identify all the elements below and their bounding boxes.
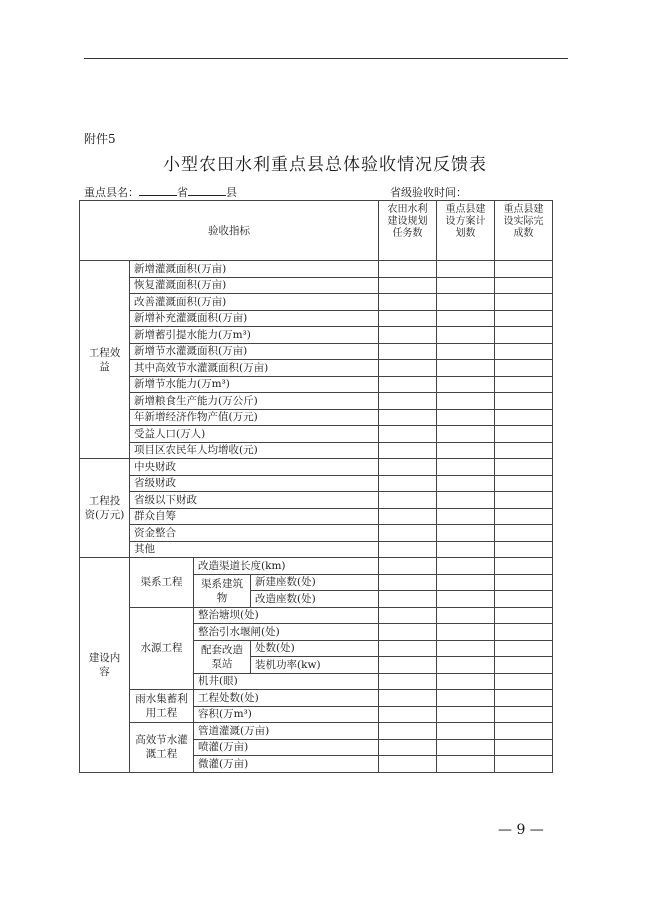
input-cell[interactable] xyxy=(437,756,495,773)
row-label: 其中高效节水灌溉面积(万亩) xyxy=(130,360,379,377)
table-row xyxy=(80,475,553,492)
input-cell[interactable] xyxy=(437,607,495,624)
input-cell[interactable] xyxy=(495,492,553,509)
input-cell[interactable] xyxy=(495,607,553,624)
input-cell[interactable] xyxy=(379,277,437,294)
row-label: 微灌(万亩) xyxy=(194,756,379,773)
table-row xyxy=(80,327,553,344)
input-cell[interactable] xyxy=(495,475,553,492)
input-cell[interactable] xyxy=(379,525,437,542)
page-title: 小型农田水利重点县总体验收情况反馈表 xyxy=(163,155,487,175)
input-cell[interactable] xyxy=(495,459,553,476)
input-cell[interactable] xyxy=(379,343,437,360)
input-cell[interactable] xyxy=(495,640,553,657)
input-cell[interactable] xyxy=(437,376,495,393)
input-cell[interactable] xyxy=(379,624,437,641)
row-label: 省级以下财政 xyxy=(130,492,379,509)
category-investment: 工程投资(万元) xyxy=(80,459,130,558)
input-cell[interactable] xyxy=(495,426,553,443)
input-cell[interactable] xyxy=(379,673,437,690)
input-cell[interactable] xyxy=(379,541,437,558)
subcategory-rainwater: 雨水集蓄利用工程 xyxy=(130,690,194,723)
input-cell[interactable] xyxy=(379,756,437,773)
input-cell[interactable] xyxy=(437,393,495,410)
input-cell[interactable] xyxy=(437,459,495,476)
table-row xyxy=(80,277,553,294)
input-cell[interactable] xyxy=(495,624,553,641)
row-label: 中央财政 xyxy=(130,459,379,476)
input-cell[interactable] xyxy=(379,657,437,674)
table-row xyxy=(80,558,553,575)
input-cell[interactable] xyxy=(437,442,495,459)
input-cell[interactable] xyxy=(437,690,495,707)
input-cell[interactable] xyxy=(379,475,437,492)
input-cell[interactable] xyxy=(437,343,495,360)
input-cell[interactable] xyxy=(437,723,495,740)
row-label: 资金整合 xyxy=(130,525,379,542)
row-label: 工程处数(处) xyxy=(194,690,379,707)
row-label: 整治引水堰闸(处) xyxy=(194,624,379,641)
input-cell[interactable] xyxy=(379,723,437,740)
row-label: 年新增经济作物产值(万元) xyxy=(130,409,379,426)
input-cell[interactable] xyxy=(495,310,553,327)
input-cell[interactable] xyxy=(495,690,553,707)
input-cell[interactable] xyxy=(495,739,553,756)
input-cell[interactable] xyxy=(495,261,553,278)
input-cell[interactable] xyxy=(495,706,553,723)
input-cell[interactable] xyxy=(379,360,437,377)
row-label: 装机功率(kw) xyxy=(251,657,379,674)
table-row xyxy=(80,508,553,525)
row-label: 机井(眼) xyxy=(194,673,379,690)
input-cell[interactable] xyxy=(437,706,495,723)
input-cell[interactable] xyxy=(437,426,495,443)
header-indicator: 验收指标 xyxy=(80,201,379,261)
row-label: 处数(处) xyxy=(251,640,379,657)
input-cell[interactable] xyxy=(379,607,437,624)
table-row xyxy=(80,409,553,426)
input-cell[interactable] xyxy=(495,525,553,542)
input-cell[interactable] xyxy=(495,327,553,344)
header-rule xyxy=(84,58,568,59)
input-cell[interactable] xyxy=(379,558,437,575)
table-row xyxy=(80,393,553,410)
row-label: 管道灌溉(万亩) xyxy=(194,723,379,740)
county-suffix: 县 xyxy=(226,186,237,199)
row-label: 项目区农民年人均增收(元) xyxy=(130,442,379,459)
row-label: 整治塘坝(处) xyxy=(194,607,379,624)
input-cell[interactable] xyxy=(495,657,553,674)
header-scheme-plan: 重点县建设方案计划数 xyxy=(437,201,495,261)
input-cell[interactable] xyxy=(437,657,495,674)
feedback-table xyxy=(79,200,553,773)
input-cell[interactable] xyxy=(379,261,437,278)
input-cell[interactable] xyxy=(379,706,437,723)
table-row xyxy=(80,343,553,360)
table-row xyxy=(80,261,553,278)
page-number: — 9 — xyxy=(498,822,544,838)
input-cell[interactable] xyxy=(379,393,437,410)
province-suffix: 省 xyxy=(177,186,188,199)
category-benefit: 工程效益 xyxy=(80,261,130,459)
table-row xyxy=(80,442,553,459)
input-cell[interactable] xyxy=(379,739,437,756)
input-cell[interactable] xyxy=(495,574,553,591)
input-cell[interactable] xyxy=(437,525,495,542)
input-cell[interactable] xyxy=(379,690,437,707)
category-construction: 建设内容 xyxy=(80,558,130,773)
input-cell[interactable] xyxy=(437,558,495,575)
table-row xyxy=(80,294,553,311)
subcategory-efficient-irrigation: 高效节水灌溉工程 xyxy=(130,723,194,773)
input-cell[interactable] xyxy=(379,376,437,393)
county-label: 重点县名： xyxy=(84,186,139,199)
canal-building-label: 渠系建筑物 xyxy=(194,574,251,607)
input-cell[interactable] xyxy=(437,541,495,558)
pump-station-label: 配套改造泵站 xyxy=(194,640,251,673)
table-row xyxy=(80,492,553,509)
input-cell[interactable] xyxy=(495,756,553,773)
input-cell[interactable] xyxy=(495,409,553,426)
input-cell[interactable] xyxy=(379,640,437,657)
row-label: 新增灌溉面积(万亩) xyxy=(130,261,379,278)
table-row xyxy=(80,459,553,476)
input-cell[interactable] xyxy=(495,277,553,294)
table-row xyxy=(80,360,553,377)
table-row xyxy=(80,541,553,558)
row-label: 新建座数(处) xyxy=(251,574,379,591)
input-cell[interactable] xyxy=(437,508,495,525)
input-cell[interactable] xyxy=(437,360,495,377)
input-cell[interactable] xyxy=(437,409,495,426)
input-cell[interactable] xyxy=(495,591,553,608)
input-cell[interactable] xyxy=(379,492,437,509)
subcategory-water-source: 水源工程 xyxy=(130,607,194,690)
row-label: 恢复灌溉面积(万亩) xyxy=(130,277,379,294)
input-cell[interactable] xyxy=(379,591,437,608)
input-cell[interactable] xyxy=(437,640,495,657)
row-label: 喷灌(万亩) xyxy=(194,739,379,756)
input-cell[interactable] xyxy=(495,393,553,410)
input-cell[interactable] xyxy=(379,426,437,443)
input-cell[interactable] xyxy=(495,360,553,377)
table-row xyxy=(80,723,553,740)
province-blank xyxy=(139,184,177,196)
row-label: 新增节水灌溉面积(万亩) xyxy=(130,343,379,360)
input-cell[interactable] xyxy=(495,558,553,575)
input-cell[interactable] xyxy=(495,508,553,525)
input-cell[interactable] xyxy=(379,409,437,426)
table-row xyxy=(80,310,553,327)
acceptance-date-label: 省级验收时间： xyxy=(390,186,467,199)
row-label: 受益人口(万人) xyxy=(130,426,379,443)
input-cell[interactable] xyxy=(495,541,553,558)
input-cell[interactable] xyxy=(437,310,495,327)
input-cell[interactable] xyxy=(495,294,553,311)
input-cell[interactable] xyxy=(379,310,437,327)
row-label: 新增补充灌溉面积(万亩) xyxy=(130,310,379,327)
input-cell[interactable] xyxy=(495,442,553,459)
input-cell[interactable] xyxy=(437,475,495,492)
row-label: 其他 xyxy=(130,541,379,558)
input-cell[interactable] xyxy=(437,673,495,690)
header-planned-tasks: 农田水利建设规划任务数 xyxy=(379,201,437,261)
row-label: 改善灌溉面积(万亩) xyxy=(130,294,379,311)
table-row xyxy=(80,525,553,542)
header-actual-completed: 重点县建设实际完成数 xyxy=(495,201,553,261)
input-cell[interactable] xyxy=(379,508,437,525)
row-label: 改造渠道长度(km) xyxy=(194,558,379,575)
input-cell[interactable] xyxy=(437,624,495,641)
input-cell[interactable] xyxy=(437,294,495,311)
row-label: 容积(万m³) xyxy=(194,706,379,723)
input-cell[interactable] xyxy=(495,343,553,360)
input-cell[interactable] xyxy=(495,376,553,393)
table-row xyxy=(80,607,553,624)
row-label: 省级财政 xyxy=(130,475,379,492)
input-cell[interactable] xyxy=(379,574,437,591)
attachment-label: 附件5 xyxy=(84,132,116,146)
row-label: 群众自筹 xyxy=(130,508,379,525)
input-cell[interactable] xyxy=(495,673,553,690)
table-row xyxy=(80,426,553,443)
table-header-row xyxy=(80,201,553,261)
input-cell[interactable] xyxy=(379,459,437,476)
table-row xyxy=(80,690,553,707)
input-cell[interactable] xyxy=(437,327,495,344)
input-cell[interactable] xyxy=(437,574,495,591)
input-cell[interactable] xyxy=(437,261,495,278)
county-line xyxy=(84,184,237,200)
input-cell[interactable] xyxy=(437,739,495,756)
input-cell[interactable] xyxy=(379,327,437,344)
row-label: 新增粮食生产能力(万公斤) xyxy=(130,393,379,410)
county-blank xyxy=(188,184,226,196)
table-row xyxy=(80,376,553,393)
subcategory-canal: 渠系工程 xyxy=(130,558,194,608)
input-cell[interactable] xyxy=(379,294,437,311)
row-label: 新增节水能力(万m³) xyxy=(130,376,379,393)
input-cell[interactable] xyxy=(379,442,437,459)
input-cell[interactable] xyxy=(437,591,495,608)
input-cell[interactable] xyxy=(437,277,495,294)
input-cell[interactable] xyxy=(495,723,553,740)
row-label: 新增蓄引提水能力(万m³) xyxy=(130,327,379,344)
input-cell[interactable] xyxy=(437,492,495,509)
row-label: 改造座数(处) xyxy=(251,591,379,608)
